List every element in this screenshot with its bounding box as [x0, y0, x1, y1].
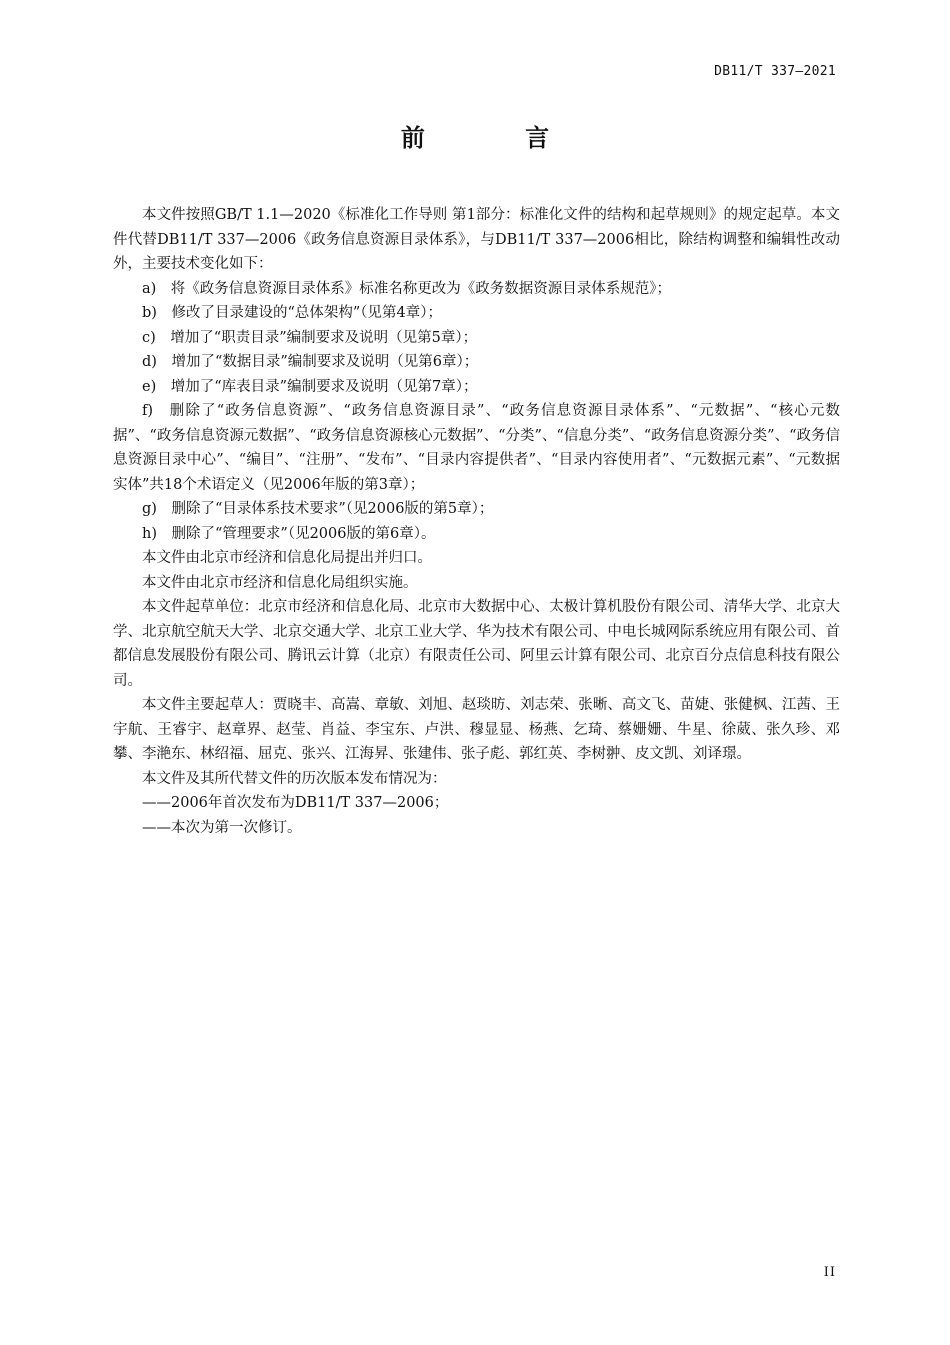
page-title: 前 言: [400, 124, 596, 152]
drafting-units-paragraph: 本文件起草单位：北京市经济和信息化局、北京市大数据中心、太极计算机股份有限公司、清华大学、北京大学、北京航空航天大学、北京交通大学、北京工业大学、华为技术有限公司、中电长城网际系统应用有限公司、首都信息发展股份有限公司、腾讯云计算（北京）有限责任公司、阿里云计算有限公司、北京百分点信息科技有限公司。: [113, 599, 840, 689]
proposer-paragraph: 本文件由北京市经济和信息化局提出并归口。: [142, 550, 432, 566]
change-item-a: a) 将《政务信息资源目录体系》标准名称更改为《政务数据资源目录体系规范》；: [142, 280, 672, 297]
history-item-2006: ——2006年首次发布为DB11/T 337—2006；: [142, 795, 449, 811]
change-item-f: f) 删除了“政务信息资源”、“政务信息资源目录”、“政务信息资源目录体系”、“元数据”、“核心元数据”、“政务信息资源元数据”、“政务信息资源核心元数据”、“分类”、“信息分类”、“政务信息资源分类”、“政务信息资源目录中心”、“编目”、“注册”、“发布”、“目录内容提供者”、“目录内容使用者”、“元数据元素”、“元数据实体”共18个术语定义（见2006年版的第3章）；: [113, 403, 840, 493]
change-item-d: d) 增加了“数据目录”编制要求及说明（见第6章）；: [142, 354, 479, 370]
change-item-b: b) 修改了目录建设的“总体架构”（见第4章）；: [142, 305, 442, 321]
history-item-current: ——本次为第一次修订。: [142, 819, 302, 836]
change-item-c: c) 增加了“职责目录”编制要求及说明（见第5章）；: [142, 329, 478, 346]
document-code: DB11/T 337—2021: [714, 64, 836, 79]
foreword-content: [113, 203, 840, 840]
history-intro-paragraph: 本文件及其所代替文件的历次版本发布情况为：: [142, 770, 447, 787]
intro-paragraph: 本文件按照GB/T 1.1—2020《标准化工作导则 第1部分：标准化文件的结构和起草规则》的规定起草。本文件代替DB11/T 337—2006《政务信息资源目录体系》，与DB11/T 337—2006相比，除结构调整和编辑性改动外，主要技术变化如下：: [113, 207, 840, 272]
page-number: II: [823, 1265, 836, 1280]
change-item-g: g) 删除了“目录体系技术要求”（见2006版的第5章）；: [142, 501, 494, 517]
change-item-h: h) 删除了“管理要求”（见2006版的第6章）。: [142, 525, 436, 542]
organizer-paragraph: 本文件由北京市经济和信息化局组织实施。: [142, 574, 418, 591]
drafters-paragraph: 本文件主要起草人：贾晓丰、高嵩、章敏、刘旭、赵琰昉、刘志荣、张晰、高文飞、苗婕、张健枫、江茜、王宇航、王睿宇、赵章界、赵莹、肖益、李宝东、卢洪、穆显显、杨燕、乞琦、蔡姗姗、牛星、徐葳、张久珍、邓攀、李滟东、林绍福、屈克、张兴、江海昇、张建伟、张子彪、郭红英、李树翀、皮文凯、刘译璟。: [113, 697, 840, 762]
change-item-e: e) 增加了“库表目录”编制要求及说明（见第7章）；: [142, 378, 478, 395]
